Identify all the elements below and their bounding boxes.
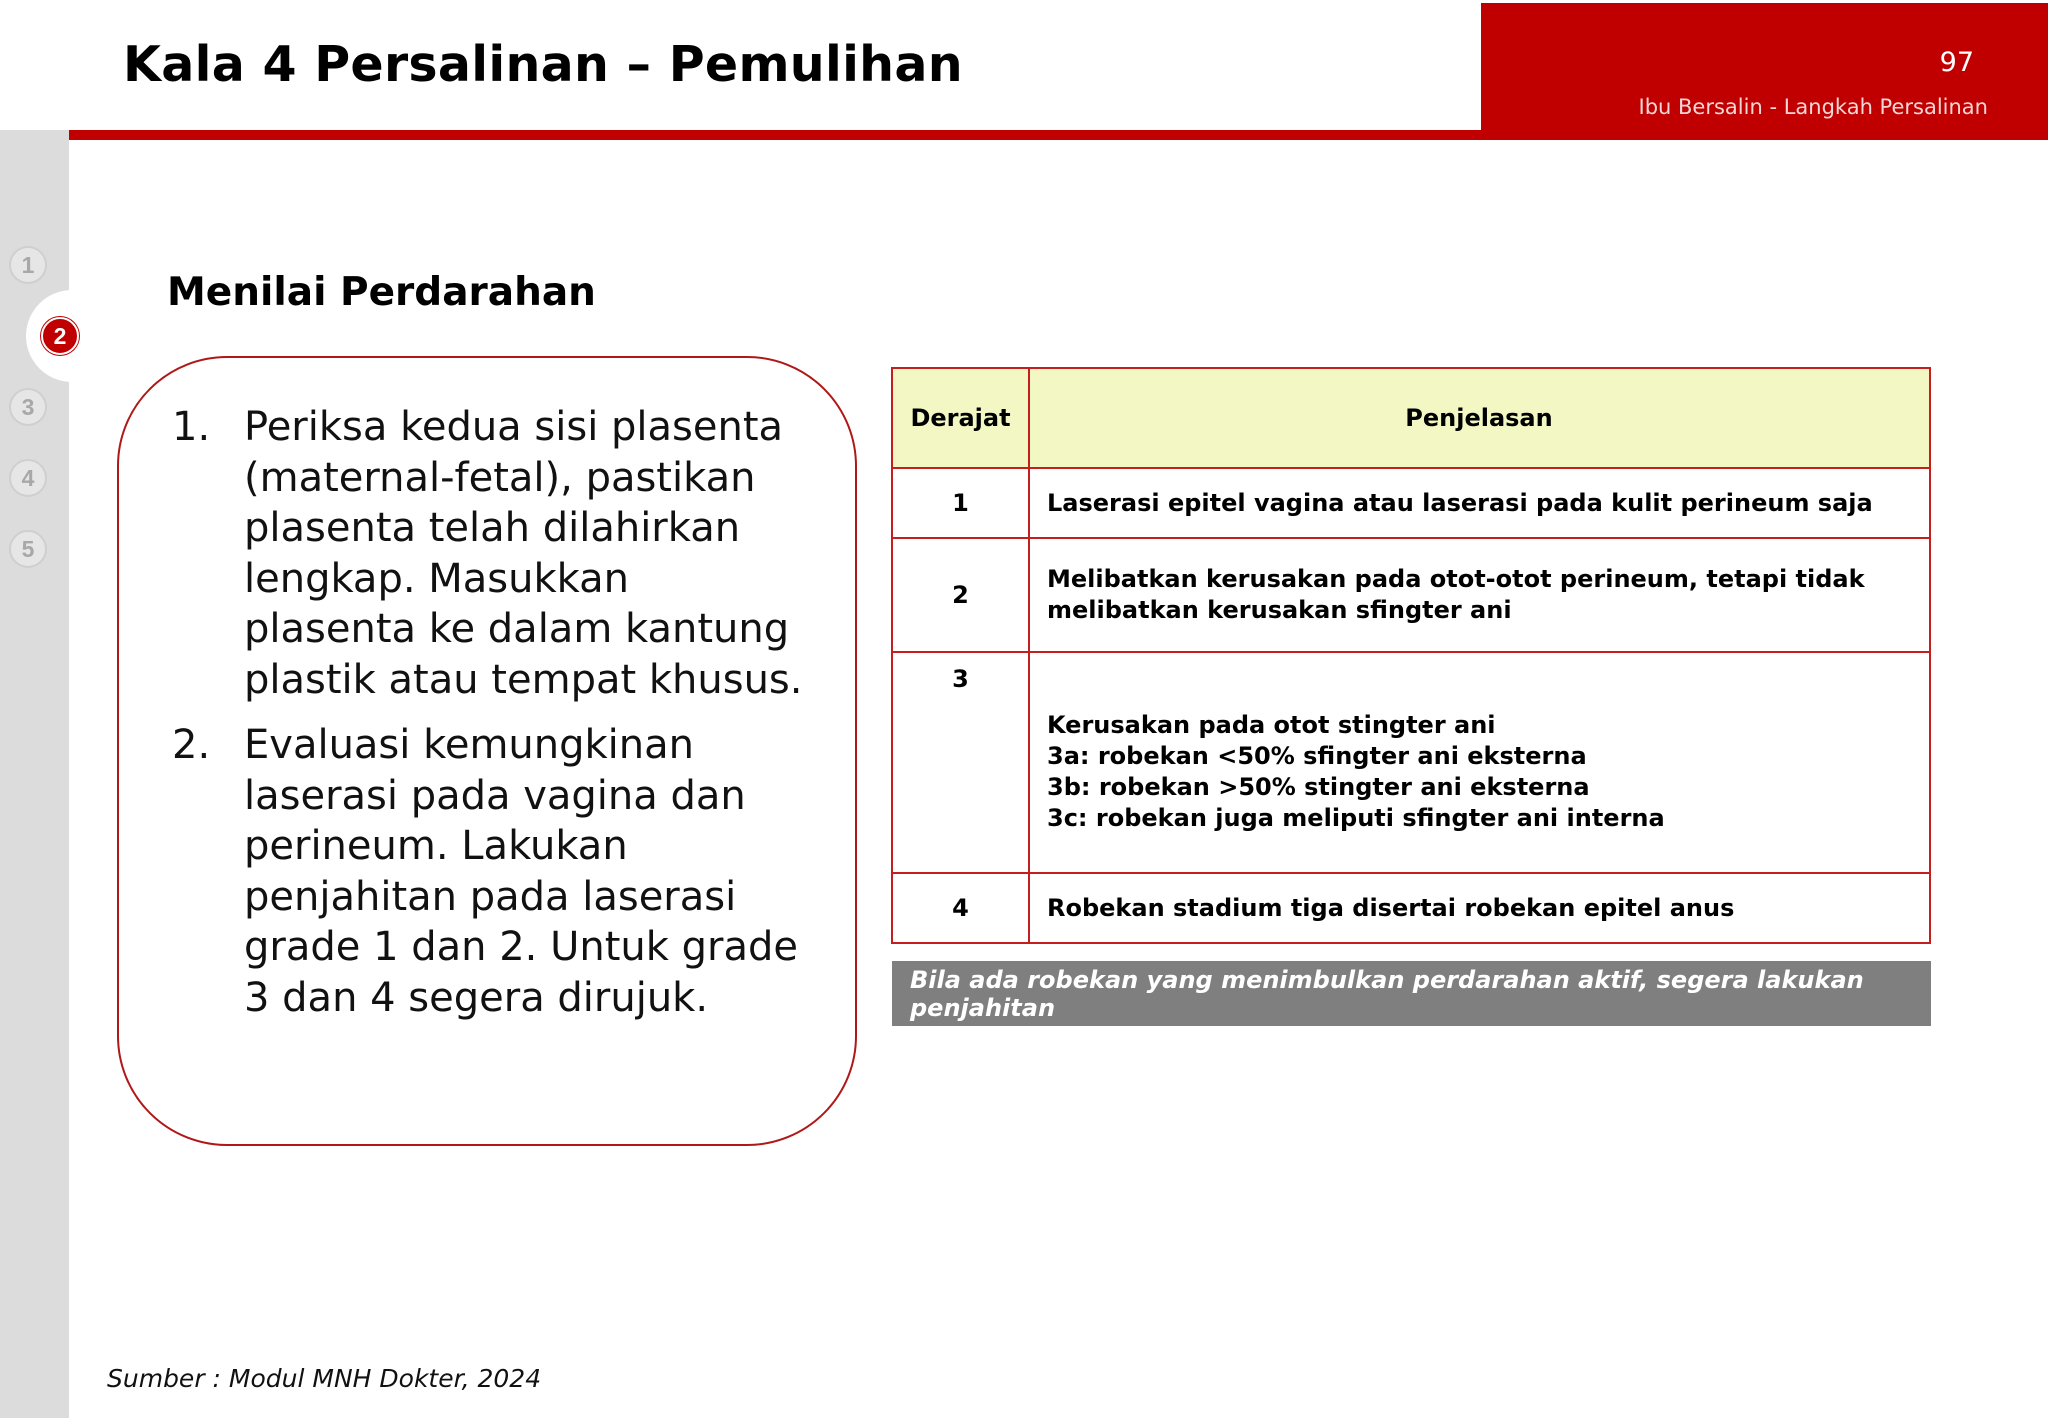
instruction-number: 1. [172,404,211,450]
stepper-item-5[interactable]: 5 [9,530,47,568]
description-line: Laserasi epitel vagina atau laserasi pada kulit perineum saja [1047,488,1873,517]
breadcrumb: Ibu Bersalin - Langkah Persalinan [1638,95,1988,119]
page-number: 97 [1939,47,1974,78]
note-banner [892,961,1931,1026]
stepper-item-4[interactable]: 4 [9,459,47,497]
column-header-description: Penjelasan [1029,368,1930,468]
stepper-item-1[interactable]: 1 [9,246,47,284]
description-cell [1029,538,1930,652]
stepper-item-2-active[interactable]: 2 [41,317,79,355]
page-title: Kala 4 Persalinan – Pemulihan [123,36,963,93]
description-line: Robekan stadium tiga disertai robekan epitel anus [1047,893,1735,922]
table-header-row [892,368,1930,468]
header-badge [1481,3,2048,140]
grade-cell: 2 [892,538,1029,652]
description-line: melibatkan kerusakan sfingter ani [1047,596,1512,624]
column-header-grade: Derajat [892,368,1029,468]
instruction-item [170,720,810,1023]
instructions-list [170,402,810,1038]
description-line: Kerusakan pada otot stingter ani [1047,711,1496,739]
laceration-grade-table [891,367,1931,944]
header-divider [69,130,1481,140]
description-line: 3a: robekan <50% sfingter ani eksterna [1047,742,1587,770]
table-row [892,873,1930,943]
description-cell [1029,468,1930,538]
instruction-text: Periksa kedua sisi plasenta (maternal-fetal), pastikan plasenta telah dilahirkan lengkap. Masukkan plasenta ke dalam kantung plastik atau tempat khusus. [244,404,803,703]
description-line: 3b: robekan >50% stingter ani eksterna [1047,773,1590,801]
instruction-item [170,402,810,705]
description-line: Melibatkan kerusakan pada otot-otot perineum, tetapi tidak [1047,565,1865,593]
description-cell [1029,873,1930,943]
stepper-item-3[interactable]: 3 [9,388,47,426]
source-citation: Sumber : Modul MNH Dokter, 2024 [107,1364,542,1393]
grade-cell: 1 [892,468,1029,538]
table-row [892,468,1930,538]
description-cell [1029,652,1930,873]
grade-cell: 4 [892,873,1029,943]
section-title: Menilai Perdarahan [167,270,596,315]
grade-cell: 3 [892,652,1029,873]
description-line: 3c: robekan juga meliputi sfingter ani interna [1047,804,1665,832]
table-row [892,538,1930,652]
table-row [892,652,1930,873]
note-text: Bila ada robekan yang menimbulkan perdarahan aktif, segera lakukan penjahitan [910,965,1864,1022]
instruction-text: Evaluasi kemungkinan laserasi pada vagina dan perineum. Lakukan penjahitan pada laserasi grade 1 dan 2. Untuk grade 3 dan 4 segera dirujuk. [244,722,798,1021]
instruction-number: 2. [172,722,211,768]
